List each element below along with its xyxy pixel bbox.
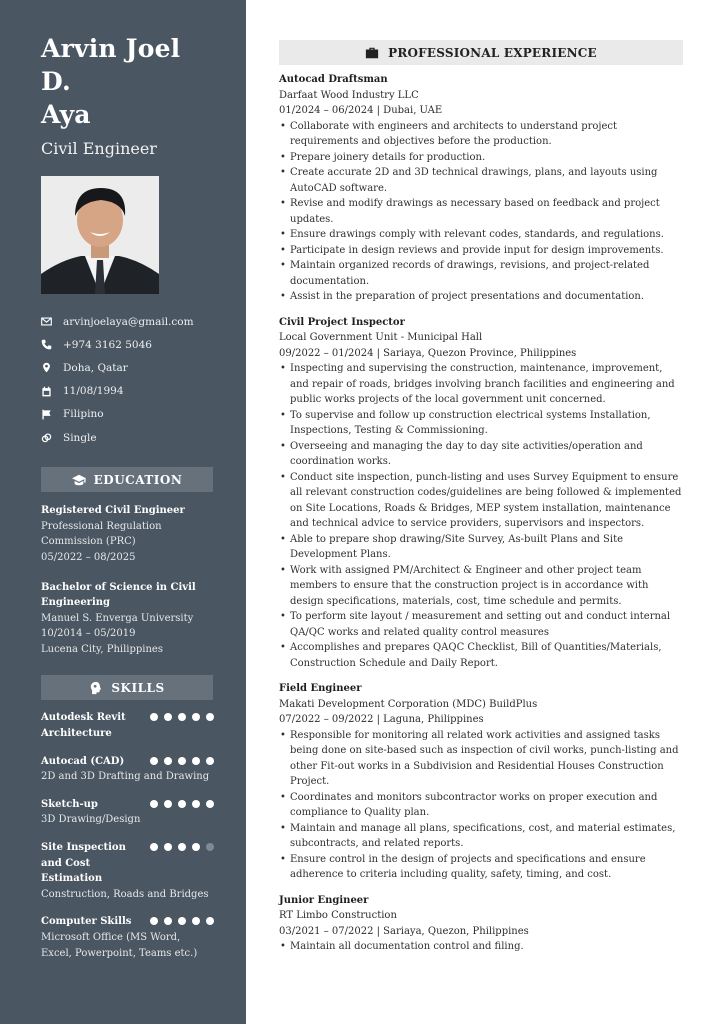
experience-list xyxy=(279,72,683,955)
rating-dot-icon xyxy=(206,757,214,765)
rating-dot-icon xyxy=(164,843,172,851)
skill-item xyxy=(41,710,214,741)
rating-dot-icon xyxy=(206,917,214,925)
rating-dot-icon xyxy=(164,800,172,808)
contact-phone[interactable]: +974 3162 5046 xyxy=(41,333,214,356)
sidebar xyxy=(0,0,246,1024)
rating-dot-icon xyxy=(150,757,158,765)
rating-dot-icon xyxy=(178,917,186,925)
skill-name: Autocad (CAD) xyxy=(41,755,125,767)
skill-item xyxy=(41,754,214,785)
job-company: Darfaat Wood Industry LLC xyxy=(279,89,419,101)
job-duties xyxy=(279,939,683,955)
list-item: • Ensure control in the design of projects and specifications and ensure adherence to criteria including quality, safety, timing, and cost. xyxy=(279,852,683,883)
contact-email[interactable]: arvinjoelaya@gmail.com xyxy=(41,310,214,333)
skills-heading: SKILLS xyxy=(41,675,213,700)
main-content xyxy=(279,40,683,955)
list-item: • Able to prepare shop drawing/Site Survey, As-built Plans and Site Development Plans. xyxy=(279,532,683,563)
rating-dot-icon xyxy=(206,713,214,721)
rating-dot-icon xyxy=(164,757,172,765)
list-item: • Maintain all documentation control and filing. xyxy=(279,939,683,955)
skill-rating xyxy=(150,917,214,925)
candidate-name: Arvin Joel D. Aya xyxy=(41,34,181,129)
job-role: Junior Engineer xyxy=(279,894,369,906)
skill-name: Site Inspection and Cost Estimation xyxy=(41,842,126,885)
job-dates: 09/2022 – 01/2024 | Sariaya, Quezon Province, Philippines xyxy=(279,347,577,359)
job-duties xyxy=(279,119,683,305)
contact-location: Doha, Qatar xyxy=(41,356,214,379)
job-role: Field Engineer xyxy=(279,683,362,694)
job-dates: 03/2021 – 07/2022 | Sariaya, Quezon, Philippines xyxy=(279,925,529,937)
job-company: Makati Development Corporation (MDC) BuildPlus xyxy=(279,698,538,710)
list-item: • Assist in the preparation of project presentations and documentation. xyxy=(279,289,683,305)
rating-dot-icon xyxy=(150,843,158,851)
skill-detail: Microsoft Office (MS Word, Excel, Powerpoint, Teams etc.) xyxy=(41,932,198,959)
skill-item xyxy=(41,914,214,961)
job-entry xyxy=(279,315,683,672)
rating-dot-icon xyxy=(192,917,200,925)
skill-item xyxy=(41,840,214,902)
contact-list xyxy=(41,310,214,449)
graduation-cap-icon xyxy=(72,473,86,487)
rings-icon xyxy=(41,432,63,443)
skill-name: Autodesk Revit Architecture xyxy=(41,712,126,740)
rating-dot-icon xyxy=(150,800,158,808)
skill-name: Computer Skills xyxy=(41,916,132,928)
rating-dot-icon xyxy=(150,713,158,721)
list-item: • Participate in design reviews and provide input for design improvements. xyxy=(279,243,683,259)
rating-dot-icon xyxy=(164,917,172,925)
skill-detail: Construction, Roads and Bridges xyxy=(41,888,209,900)
rating-dot-icon xyxy=(206,800,214,808)
list-item: • Create accurate 2D and 3D technical drawings, plans, and layouts using AutoCAD software. xyxy=(279,165,683,196)
rating-dot-icon xyxy=(150,917,158,925)
skill-detail: 2D and 3D Drafting and Drawing xyxy=(41,771,210,783)
skill-rating xyxy=(150,800,214,808)
list-item: • Inspecting and supervising the construction, maintenance, improvement, and repair of roads, bridges involving branch facilities and engineering and public works projects of the local government unit concerned. xyxy=(279,361,683,408)
list-item: • To perform site layout / measurement and setting out and conduct internal QA/QC works and related quality control measures xyxy=(279,609,683,640)
skill-rating xyxy=(150,757,214,765)
contact-marital-status: Single xyxy=(41,426,214,449)
rating-dot-icon xyxy=(164,713,172,721)
list-item: • Maintain and manage all plans, specifications, cost, and material estimates, subcontracts, and related reports. xyxy=(279,821,683,852)
list-item: • To supervise and follow up construction electrical systems Installation, Inspections, Testing & Commissioning. xyxy=(279,408,683,439)
brain-icon xyxy=(89,681,103,695)
education-item: Registered Civil Engineer Professional Regulation Commission (PRC) 05/2022 – 08/2025 xyxy=(41,505,185,563)
location-icon xyxy=(41,362,63,373)
list-item: • Revise and modify drawings as necessary based on feedback and project updates. xyxy=(279,196,683,227)
list-item: • Work with assigned PM/Architect & Engineer and other project team members to ensure that the construction project is in accordance with design specifications, materials, cost, time schedule and permits. xyxy=(279,563,683,610)
list-item: • Ensure drawings comply with relevant codes, standards, and regulations. xyxy=(279,227,683,243)
list-item: • Prepare joinery details for production. xyxy=(279,150,683,166)
list-item: • Collaborate with engineers and architects to understand project requirements and objectives before the production. xyxy=(279,119,683,150)
job-title: Civil Engineer xyxy=(41,139,157,158)
list-item: • Responsible for monitoring all related work activities and assigned tasks being done on site-based such as inspection of civil works, punch-listing and other Fit-out works in a Subdivision and Residential Houses Construction Project. xyxy=(279,728,683,790)
skill-rating xyxy=(150,713,214,721)
list-item: • Maintain organized records of drawings, revisions, and project-related documentation. xyxy=(279,258,683,289)
email-icon xyxy=(41,316,63,327)
rating-dot-icon xyxy=(192,713,200,721)
skills-list xyxy=(41,710,214,961)
job-entry xyxy=(279,72,683,305)
rating-dot-icon xyxy=(192,843,200,851)
job-company: Local Government Unit - Municipal Hall xyxy=(279,332,483,343)
calendar-icon xyxy=(41,386,63,397)
contact-birthdate: 11/08/1994 xyxy=(41,380,214,403)
job-duties xyxy=(279,361,683,671)
list-item: • Coordinates and monitors subcontractor works on proper execution and compliance to Quality plan. xyxy=(279,790,683,821)
list-item: • Conduct site inspection, punch-listing and uses Survey Equipment to ensure all relevant construction codes/guidelines are being followed & implemented on Site Locations, Roads & Bridges, MEP system installation, maintenance and technical advice to service providers, supervisors and inspectors. xyxy=(279,470,683,532)
rating-dot-icon xyxy=(192,757,200,765)
job-entry xyxy=(279,681,683,883)
job-duties xyxy=(279,728,683,883)
person-portrait-icon xyxy=(41,176,159,294)
list-item: • Overseeing and managing the day to day site activities/operation and coordination works. xyxy=(279,439,683,470)
contact-nationality: Filipino xyxy=(41,403,214,426)
education-heading: EDUCATION xyxy=(41,467,213,492)
flag-icon xyxy=(41,409,63,420)
job-entry xyxy=(279,893,683,955)
list-item: • Accomplishes and prepares QAQC Checklist, Bill of Quantities/Materials, Construction Schedule and Daily Report. xyxy=(279,640,683,671)
profile-photo xyxy=(41,176,159,294)
skill-detail: 3D Drawing/Design xyxy=(41,814,141,826)
rating-dot-icon xyxy=(192,800,200,808)
skill-item xyxy=(41,797,214,828)
rating-dot-icon xyxy=(178,757,186,765)
rating-dot-icon xyxy=(206,843,214,851)
job-dates: 07/2022 – 09/2022 | Laguna, Philippines xyxy=(279,714,484,725)
phone-icon xyxy=(41,339,63,350)
briefcase-icon xyxy=(365,46,379,60)
rating-dot-icon xyxy=(178,800,186,808)
rating-dot-icon xyxy=(178,843,186,851)
education-item: Bachelor of Science in Civil Engineering Manuel S. Enverga University 10/2014 – 05/2019 Lucena City, Philippines xyxy=(41,581,196,655)
skill-rating xyxy=(150,843,214,851)
experience-heading: PROFESSIONAL EXPERIENCE xyxy=(279,40,683,65)
job-company: RT Limbo Construction xyxy=(279,910,397,921)
skill-name: Sketch-up xyxy=(41,798,98,810)
job-role: Civil Project Inspector xyxy=(279,316,405,328)
rating-dot-icon xyxy=(178,713,186,721)
job-dates: 01/2024 – 06/2024 | Dubai, UAE xyxy=(279,105,443,116)
job-role: Autocad Draftsman xyxy=(279,74,388,85)
